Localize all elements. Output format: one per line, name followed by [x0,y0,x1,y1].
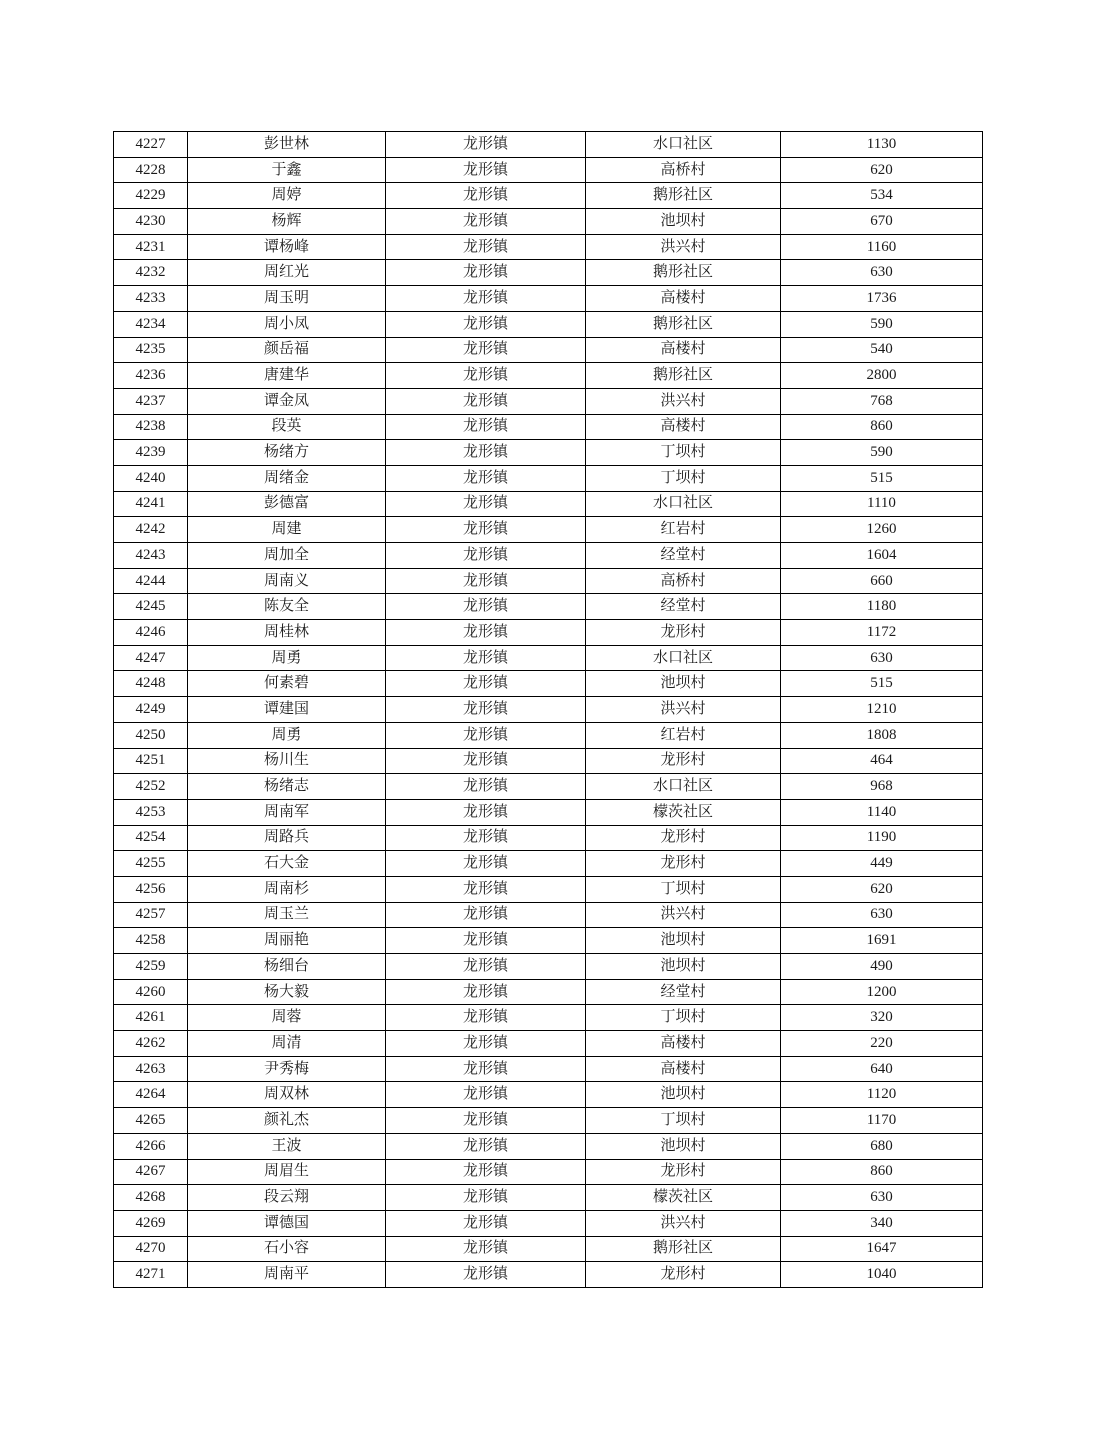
table-cell-town: 龙形镇 [386,1031,586,1057]
table-row [114,697,983,723]
table-cell-town: 龙形镇 [386,1108,586,1134]
table-row [114,645,983,671]
table-cell-amount: 449 [781,851,983,877]
table-cell-village: 龙形村 [586,1159,781,1185]
table-cell-name: 周眉生 [188,1159,386,1185]
table-cell-town: 龙形镇 [386,799,586,825]
table-cell-town: 龙形镇 [386,286,586,312]
table-cell-id: 4239 [114,440,188,466]
table-cell-town: 龙形镇 [386,132,586,158]
table-row [114,491,983,517]
table-cell-amount: 1260 [781,517,983,543]
table-cell-town: 龙形镇 [386,337,586,363]
table-cell-village: 丁坝村 [586,1005,781,1031]
table-cell-town: 龙形镇 [386,234,586,260]
table-cell-amount: 2800 [781,363,983,389]
table-cell-amount: 1040 [781,1262,983,1288]
table-cell-name: 周丽艳 [188,928,386,954]
table-cell-id: 4230 [114,209,188,235]
table-cell-id: 4246 [114,620,188,646]
table-cell-id: 4245 [114,594,188,620]
table-row [114,311,983,337]
table-cell-name: 周双林 [188,1082,386,1108]
table-cell-village: 高楼村 [586,286,781,312]
table-cell-name: 杨大毅 [188,979,386,1005]
table-cell-town: 龙形镇 [386,697,586,723]
table-row [114,928,983,954]
table-cell-name: 杨绪志 [188,774,386,800]
table-row [114,157,983,183]
table-cell-town: 龙形镇 [386,902,586,928]
table-cell-id: 4236 [114,363,188,389]
table-row [114,209,983,235]
table-row [114,440,983,466]
table-cell-name: 唐建华 [188,363,386,389]
table-cell-town: 龙形镇 [386,517,586,543]
table-cell-id: 4234 [114,311,188,337]
table-cell-name: 谭杨峰 [188,234,386,260]
table-cell-village: 水口社区 [586,132,781,158]
table-cell-name: 周玉明 [188,286,386,312]
table-cell-name: 杨辉 [188,209,386,235]
table-cell-id: 4270 [114,1236,188,1262]
table-row [114,286,983,312]
table-cell-name: 周勇 [188,722,386,748]
table-cell-village: 池坝村 [586,1133,781,1159]
table-cell-id: 4248 [114,671,188,697]
table-cell-town: 龙形镇 [386,620,586,646]
table-row [114,543,983,569]
table-cell-id: 4228 [114,157,188,183]
table-cell-amount: 630 [781,902,983,928]
table-cell-name: 周桂林 [188,620,386,646]
table-cell-id: 4264 [114,1082,188,1108]
table-cell-amount: 1190 [781,825,983,851]
table-cell-town: 龙形镇 [386,1056,586,1082]
table-row [114,1185,983,1211]
table-cell-village: 檬茨社区 [586,799,781,825]
table-cell-name: 周绪金 [188,465,386,491]
table-cell-name: 谭德国 [188,1210,386,1236]
table-cell-village: 高楼村 [586,1031,781,1057]
table-cell-village: 丁坝村 [586,1108,781,1134]
table-row [114,1108,983,1134]
table-cell-village: 洪兴村 [586,902,781,928]
table-row [114,722,983,748]
table-cell-amount: 1160 [781,234,983,260]
table-row [114,1236,983,1262]
table-cell-village: 龙形村 [586,748,781,774]
table-cell-name: 石小容 [188,1236,386,1262]
table-cell-village: 丁坝村 [586,440,781,466]
table-row [114,1082,983,1108]
table-cell-name: 段云翔 [188,1185,386,1211]
table-cell-village: 洪兴村 [586,388,781,414]
table-cell-id: 4252 [114,774,188,800]
table-cell-town: 龙形镇 [386,1185,586,1211]
table-row [114,363,983,389]
table-cell-id: 4269 [114,1210,188,1236]
table-row [114,260,983,286]
table-cell-amount: 1110 [781,491,983,517]
table-cell-village: 水口社区 [586,645,781,671]
table-cell-name: 周小凤 [188,311,386,337]
table-cell-town: 龙形镇 [386,645,586,671]
table-row [114,337,983,363]
table-cell-town: 龙形镇 [386,465,586,491]
table-cell-name: 周红光 [188,260,386,286]
table-row [114,183,983,209]
table-cell-town: 龙形镇 [386,440,586,466]
table-cell-amount: 534 [781,183,983,209]
table-cell-name: 谭建国 [188,697,386,723]
table-row [114,1133,983,1159]
table-cell-id: 4263 [114,1056,188,1082]
table-cell-village: 红岩村 [586,722,781,748]
table-cell-town: 龙形镇 [386,1236,586,1262]
table-cell-id: 4268 [114,1185,188,1211]
table-cell-amount: 1172 [781,620,983,646]
table-cell-name: 周玉兰 [188,902,386,928]
table-cell-amount: 670 [781,209,983,235]
table-cell-name: 颜礼杰 [188,1108,386,1134]
table-cell-id: 4238 [114,414,188,440]
table-cell-id: 4241 [114,491,188,517]
table-cell-amount: 768 [781,388,983,414]
table-cell-id: 4256 [114,876,188,902]
table-cell-name: 颜岳福 [188,337,386,363]
table-cell-village: 丁坝村 [586,465,781,491]
table-cell-id: 4249 [114,697,188,723]
table-cell-town: 龙形镇 [386,260,586,286]
table-cell-amount: 320 [781,1005,983,1031]
table-cell-id: 4261 [114,1005,188,1031]
table-cell-amount: 1120 [781,1082,983,1108]
table-cell-town: 龙形镇 [386,928,586,954]
table-cell-village: 经堂村 [586,594,781,620]
table-row [114,594,983,620]
table-cell-amount: 1180 [781,594,983,620]
table-cell-village: 高楼村 [586,1056,781,1082]
table-row [114,825,983,851]
table-cell-amount: 1210 [781,697,983,723]
table-cell-village: 洪兴村 [586,697,781,723]
table-cell-name: 段英 [188,414,386,440]
table-cell-village: 檬茨社区 [586,1185,781,1211]
table-cell-amount: 540 [781,337,983,363]
document-page [113,131,983,1288]
table-cell-id: 4251 [114,748,188,774]
table-cell-id: 4227 [114,132,188,158]
table-cell-name: 彭世林 [188,132,386,158]
table-cell-amount: 340 [781,1210,983,1236]
table-cell-name: 杨川生 [188,748,386,774]
table-cell-amount: 630 [781,1185,983,1211]
table-cell-amount: 515 [781,671,983,697]
table-cell-name: 何素碧 [188,671,386,697]
table-cell-name: 周南平 [188,1262,386,1288]
table-cell-id: 4244 [114,568,188,594]
table-cell-amount: 630 [781,645,983,671]
table-cell-amount: 490 [781,954,983,980]
table-cell-town: 龙形镇 [386,568,586,594]
table-cell-village: 龙形村 [586,851,781,877]
table-cell-town: 龙形镇 [386,543,586,569]
table-row [114,1262,983,1288]
table-cell-amount: 860 [781,414,983,440]
table-cell-amount: 1130 [781,132,983,158]
table-cell-name: 周蓉 [188,1005,386,1031]
table-row [114,465,983,491]
table-cell-town: 龙形镇 [386,183,586,209]
table-row [114,954,983,980]
table-cell-amount: 1604 [781,543,983,569]
table-cell-village: 龙形村 [586,825,781,851]
table-cell-town: 龙形镇 [386,671,586,697]
table-cell-village: 鹅形社区 [586,260,781,286]
table-cell-amount: 968 [781,774,983,800]
table-cell-village: 水口社区 [586,491,781,517]
table-cell-town: 龙形镇 [386,825,586,851]
table-row [114,1056,983,1082]
table-row [114,517,983,543]
table-cell-village: 经堂村 [586,979,781,1005]
table-cell-amount: 680 [781,1133,983,1159]
table-cell-name: 杨绪方 [188,440,386,466]
table-cell-amount: 220 [781,1031,983,1057]
table-cell-village: 经堂村 [586,543,781,569]
table-body [114,132,983,1288]
table-row [114,1210,983,1236]
table-cell-name: 彭德富 [188,491,386,517]
table-cell-id: 4258 [114,928,188,954]
table-cell-name: 谭金凤 [188,388,386,414]
table-cell-name: 周南军 [188,799,386,825]
table-cell-amount: 515 [781,465,983,491]
table-cell-id: 4260 [114,979,188,1005]
table-cell-town: 龙形镇 [386,1082,586,1108]
table-cell-town: 龙形镇 [386,774,586,800]
table-cell-amount: 860 [781,1159,983,1185]
table-cell-amount: 620 [781,157,983,183]
table-cell-town: 龙形镇 [386,722,586,748]
table-cell-town: 龙形镇 [386,311,586,337]
table-row [114,234,983,260]
table-cell-name: 周南义 [188,568,386,594]
table-cell-village: 丁坝村 [586,876,781,902]
table-cell-id: 4231 [114,234,188,260]
table-cell-name: 尹秀梅 [188,1056,386,1082]
table-cell-town: 龙形镇 [386,594,586,620]
table-cell-name: 周路兵 [188,825,386,851]
table-cell-town: 龙形镇 [386,851,586,877]
table-cell-amount: 630 [781,260,983,286]
table-row [114,414,983,440]
table-cell-amount: 1647 [781,1236,983,1262]
table-cell-town: 龙形镇 [386,1133,586,1159]
table-cell-village: 鹅形社区 [586,1236,781,1262]
table-cell-village: 池坝村 [586,671,781,697]
table-cell-amount: 1170 [781,1108,983,1134]
table-cell-town: 龙形镇 [386,1210,586,1236]
table-cell-name: 杨细台 [188,954,386,980]
table-cell-id: 4266 [114,1133,188,1159]
table-cell-id: 4250 [114,722,188,748]
table-cell-amount: 660 [781,568,983,594]
table-cell-name: 周加全 [188,543,386,569]
table-cell-id: 4237 [114,388,188,414]
table-cell-village: 红岩村 [586,517,781,543]
table-cell-id: 4240 [114,465,188,491]
table-cell-village: 鹅形社区 [586,183,781,209]
table-cell-town: 龙形镇 [386,157,586,183]
table-cell-town: 龙形镇 [386,954,586,980]
table-cell-village: 高楼村 [586,414,781,440]
table-row [114,774,983,800]
table-cell-amount: 590 [781,440,983,466]
table-row [114,799,983,825]
table-cell-town: 龙形镇 [386,491,586,517]
table-cell-id: 4235 [114,337,188,363]
table-cell-village: 池坝村 [586,928,781,954]
table-cell-id: 4262 [114,1031,188,1057]
table-row [114,388,983,414]
table-cell-village: 龙形村 [586,1262,781,1288]
table-row [114,748,983,774]
table-cell-village: 洪兴村 [586,1210,781,1236]
table-cell-amount: 1200 [781,979,983,1005]
table-cell-name: 周建 [188,517,386,543]
table-cell-id: 4242 [114,517,188,543]
table-cell-amount: 1691 [781,928,983,954]
table-cell-name: 于鑫 [188,157,386,183]
table-cell-name: 周南杉 [188,876,386,902]
table-row [114,620,983,646]
table-cell-id: 4233 [114,286,188,312]
table-cell-village: 鹅形社区 [586,311,781,337]
table-cell-id: 4271 [114,1262,188,1288]
table-cell-id: 4257 [114,902,188,928]
table-cell-name: 周勇 [188,645,386,671]
table-cell-name: 周婷 [188,183,386,209]
table-row [114,902,983,928]
table-cell-village: 高桥村 [586,568,781,594]
table-cell-town: 龙形镇 [386,388,586,414]
table-cell-name: 石大金 [188,851,386,877]
table-cell-village: 池坝村 [586,1082,781,1108]
table-row [114,671,983,697]
table-row [114,1005,983,1031]
table-cell-town: 龙形镇 [386,414,586,440]
table-row [114,1031,983,1057]
table-cell-name: 陈友全 [188,594,386,620]
table-cell-village: 鹅形社区 [586,363,781,389]
table-cell-town: 龙形镇 [386,209,586,235]
table-cell-amount: 590 [781,311,983,337]
table-cell-id: 4255 [114,851,188,877]
table-row [114,132,983,158]
table-cell-id: 4259 [114,954,188,980]
table-row [114,568,983,594]
table-cell-amount: 640 [781,1056,983,1082]
table-cell-amount: 1736 [781,286,983,312]
table-cell-town: 龙形镇 [386,748,586,774]
table-cell-village: 高桥村 [586,157,781,183]
table-cell-village: 池坝村 [586,954,781,980]
table-cell-name: 周清 [188,1031,386,1057]
table-cell-town: 龙形镇 [386,876,586,902]
table-cell-village: 龙形村 [586,620,781,646]
table-cell-id: 4247 [114,645,188,671]
table-cell-town: 龙形镇 [386,363,586,389]
table-cell-id: 4265 [114,1108,188,1134]
table-cell-id: 4254 [114,825,188,851]
table-cell-amount: 1808 [781,722,983,748]
table-cell-name: 王波 [188,1133,386,1159]
table-cell-village: 洪兴村 [586,234,781,260]
table-row [114,1159,983,1185]
table-cell-amount: 1140 [781,799,983,825]
table-cell-amount: 620 [781,876,983,902]
table-cell-id: 4253 [114,799,188,825]
table-cell-village: 水口社区 [586,774,781,800]
table-row [114,979,983,1005]
table-row [114,876,983,902]
table-cell-id: 4243 [114,543,188,569]
table-cell-town: 龙形镇 [386,1262,586,1288]
table-cell-town: 龙形镇 [386,1005,586,1031]
table-cell-village: 高楼村 [586,337,781,363]
table-cell-town: 龙形镇 [386,1159,586,1185]
table-row [114,851,983,877]
table-cell-amount: 464 [781,748,983,774]
table-cell-id: 4229 [114,183,188,209]
table-cell-village: 池坝村 [586,209,781,235]
table-cell-town: 龙形镇 [386,979,586,1005]
table-cell-id: 4267 [114,1159,188,1185]
roster-table [113,131,983,1288]
table-cell-id: 4232 [114,260,188,286]
